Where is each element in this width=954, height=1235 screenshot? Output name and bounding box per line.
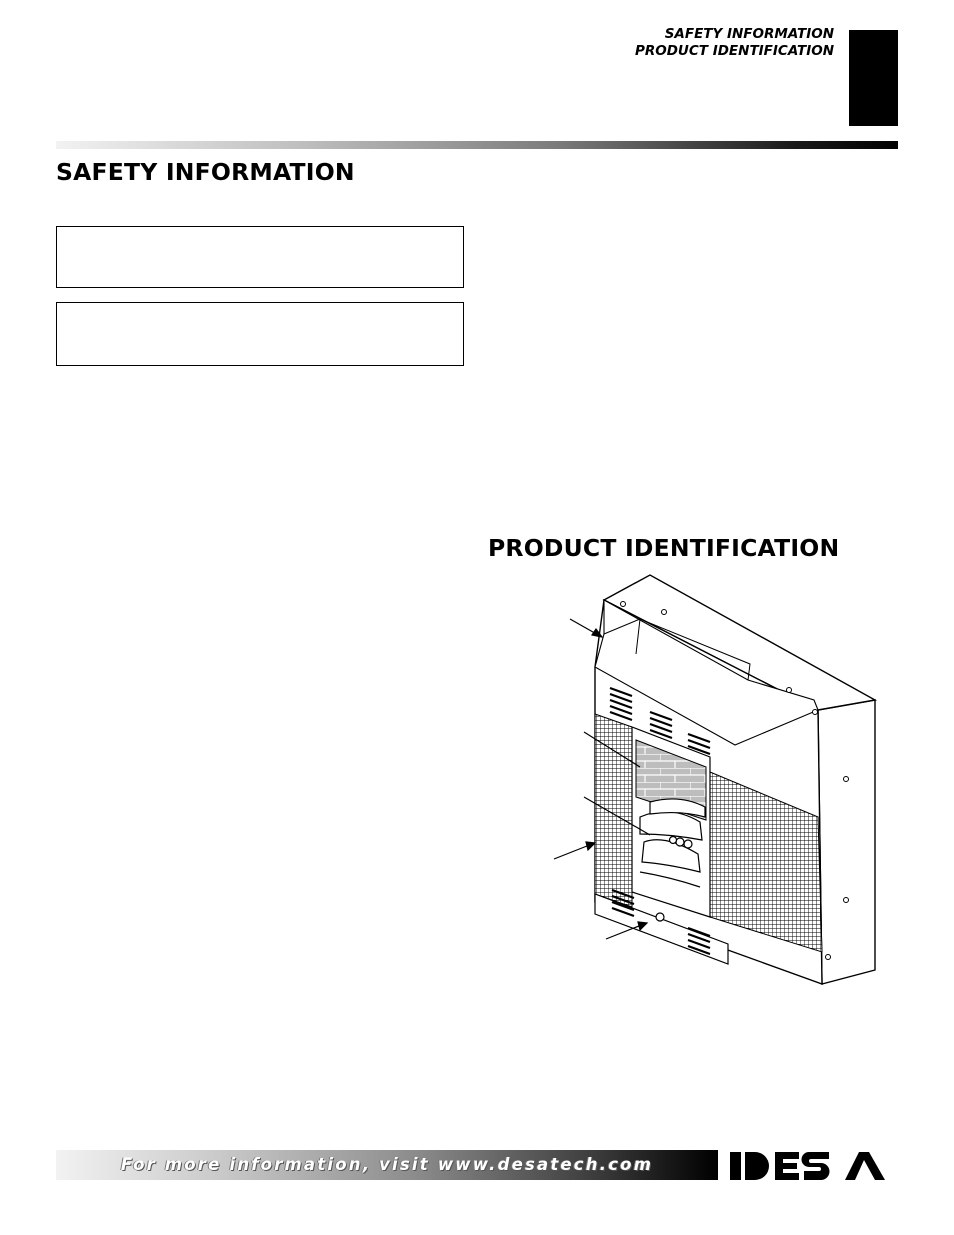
header-section-label: SAFETY INFORMATION xyxy=(664,26,834,42)
desa-logo xyxy=(727,1150,899,1182)
product-identification-title: PRODUCT IDENTIFICATION xyxy=(488,534,840,562)
warning-box-2 xyxy=(56,302,464,366)
warning-box-1 xyxy=(56,226,464,288)
header-subsection-label: PRODUCT IDENTIFICATION xyxy=(634,43,834,59)
heater-illustration xyxy=(540,572,880,992)
header-divider-rule xyxy=(56,141,898,149)
cabinet-side-panel xyxy=(818,700,875,984)
footer-website-link[interactable]: For more information, visit www.desatech.com xyxy=(120,1155,654,1174)
safety-information-title: SAFETY INFORMATION xyxy=(56,158,355,186)
section-tab-marker xyxy=(849,30,898,126)
control-knob xyxy=(656,913,664,921)
